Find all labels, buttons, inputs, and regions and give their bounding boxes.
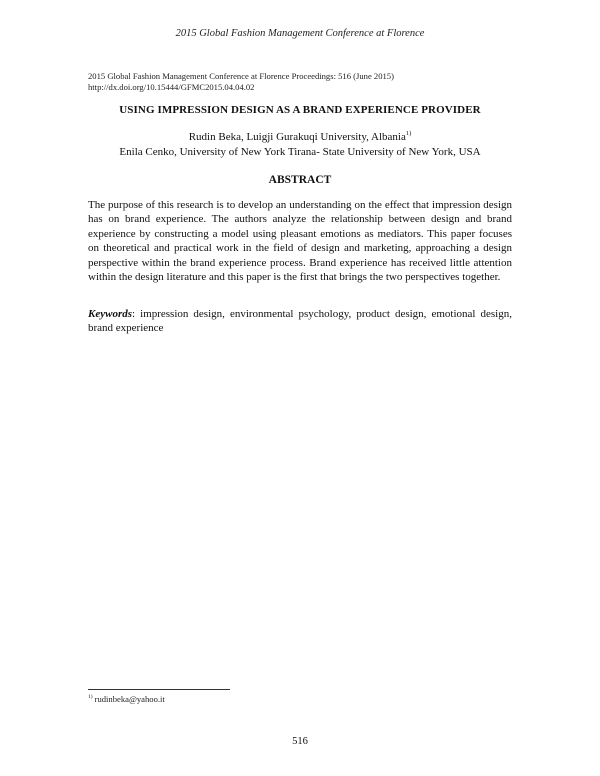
keywords-paragraph (88, 307, 512, 336)
footnote (88, 694, 165, 704)
footnote-email[interactable]: rudinbeka@yahoo.it (94, 694, 165, 704)
page-number: 516 (292, 736, 308, 747)
keywords-separator: : (132, 308, 136, 320)
author-block (0, 130, 600, 160)
author-line-2: Enila Cenko, University of New York Tirana- State University of New York, USA (119, 146, 481, 158)
footnote-mark: 1) (88, 694, 93, 700)
abstract-text: The purpose of this research is to develop an understanding on the effect that impression design has on brand experience. The authors analyze the relationship between design and brand experience by constructing a model using pleasant emotions as mediators. This paper focuses on theoretical and practical work in the field of design and marketing, approaching a design perspective within the brand experience process. Brand experience has received little attention within the design literature and this paper is the first that brings the two perspectives together. (88, 199, 512, 284)
footnote-divider (88, 689, 230, 690)
author-affiliation-1: Rudin Beka, Luigji Gurakuqi University, Albania (188, 131, 406, 143)
doi-link[interactable]: http://dx.doi.org/10.15444/GFMC2015.04.04.02 (88, 82, 255, 92)
author-line-1 (0, 130, 600, 145)
running-header: 2015 Global Fashion Management Conference at Florence (175, 28, 425, 39)
paper-title: USING IMPRESSION DESIGN AS A BRAND EXPERIENCE PROVIDER (119, 104, 481, 116)
proceedings-line: 2015 Global Fashion Management Conference at Florence Proceedings: 516 (June 2015) (88, 71, 394, 81)
footnote-reference[interactable]: 1) (405, 130, 412, 137)
keywords-label: Keywords (88, 308, 132, 320)
abstract-heading: ABSTRACT (268, 174, 332, 186)
proceedings-citation (88, 71, 394, 93)
keywords-list: impression design, environmental psychology, product design, emotional design, brand experience (88, 308, 512, 335)
